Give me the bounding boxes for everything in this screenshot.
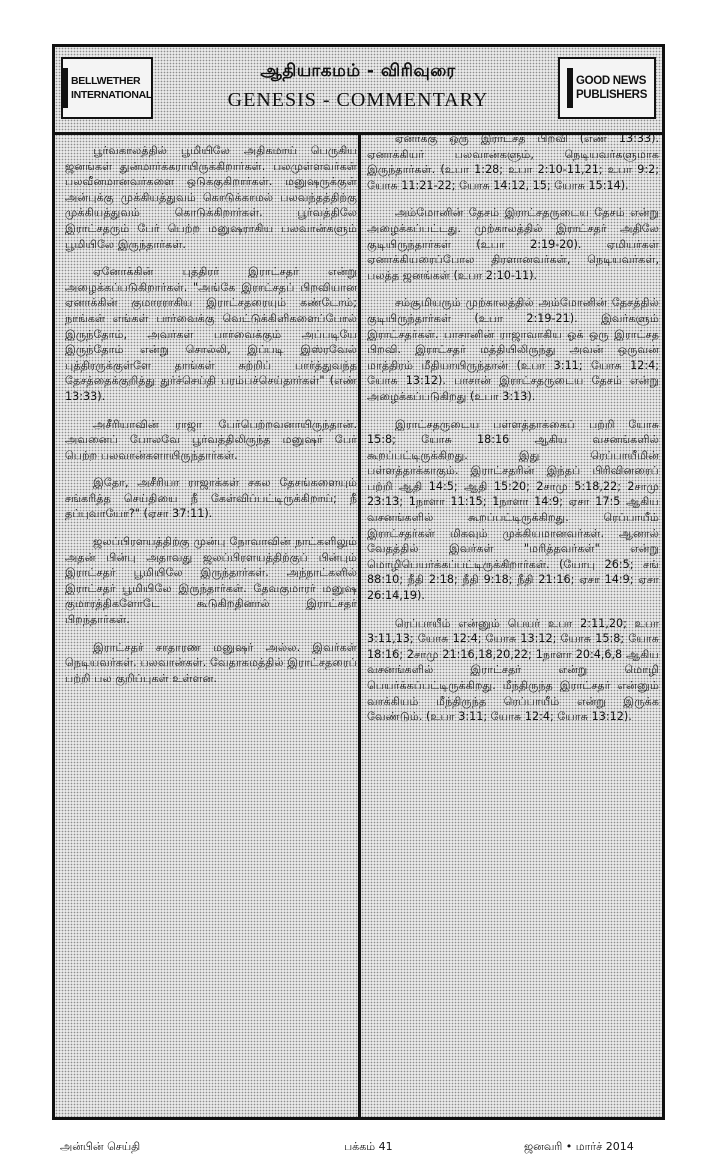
paragraph: ரெப்பாயீம் என்னும் பெயர் உபா 2:11,20; உபா 3:11,13; யோசு 12:4; யோசு 13:12; யோசு 15:8; யோசு 18:16; 2சாமு 21:16,18,20,22; 1நாளா 20:4,6,8 ஆகிய வசனங்களில் இராட்சதர் என்று மொழி பெயர்க்கப்பட்டிருக்கிறது. மீந்திருந்த இராட்சதர் என்னும் வாக்கியம் மீந்திருந்த ரெப்பாயீம் என்று இருக்க வேண்டும். (உபா 3:11; யோசு 12:4; யோசு 13:12). xyxy=(367,616,659,724)
page-frame xyxy=(52,44,665,1120)
right-logo-line-2: PUBLISHERS xyxy=(575,89,648,101)
page-header xyxy=(55,47,662,135)
right-logo-line-1: GOOD NEWS xyxy=(575,75,647,87)
paragraph: இராட்சதருடைய பள்ளத்தாக்கைப் பற்றி யோசு 15:8; யோசு 18:16 ஆகிய வசனங்களில் கூறப்பட்டிருக்கிறது. இது ரெப்பாயீமின் பள்ளத்தாக்காகும். இராட்சதரின் இந்தப் பிரிவினரைப் பற்றி ஆதி 14:5; ஆதி 15:20; 2சாமு 5:18,22; 2சாமு 23:13; 1நாளா 11:15; 1நாளா 14:9; ஏசா 17:5 ஆகிய வசனங்களில் கூறப்பட்டிருக்கிறது. ரெப்பாயீம் இராட்சதர்கள் மிகவும் முக்கியமானவர்கள். ஆனால் வேதத்தில் இவர்கள் "மரித்தவர்கள்" என்று மொழிபெயர்க்கப்பட்டிருக்கிறார்கள். (யோபு 26:5; சங் 88:10; நீதி 2:18; நீதி 9:18; நீதி 21:16; ஏசா 14:9; ஏசா 26:14,19). xyxy=(367,417,659,603)
good-news-mark-icon xyxy=(567,68,573,108)
left-column xyxy=(65,143,357,698)
paragraph: இராட்சதர் சாதாரண மனுஷர் அல்ல. இவர்கள் நெடியவர்கள். பலவான்கள். வேதாகமத்தில் இராட்சதரைப் பற்றி பல குறிப்புகள் உள்ளன. xyxy=(65,640,357,685)
left-logo-line-2: INTERNATIONAL xyxy=(70,89,153,101)
paragraph: ஏனாக்கு ஒரு இராட்சத பிறவி (எண் 13:33). ஏனாக்கியர் பலவான்களும், நெடியவர்களுமாக இருந்தார்கள். (உபா 1:28; உபா 2:10-11,21; உபா 9:2; யோசு 11:21-22; யோசு 14:12, 15; யோசு 15:14). xyxy=(367,132,659,192)
title-block xyxy=(159,57,557,119)
paragraph: அசீரியாவின் ராஜா பேர்பெற்றவனாயிருந்தான். அவனைப் போலவே பூர்வத்திலிருந்த மனுஷர் பேர் பெற்ற பலவான்களாயிருந்தார்கள். xyxy=(65,417,357,462)
footer-issue-date: ஜனவரி • மார்ச் 2014 xyxy=(524,1140,634,1153)
bellwether-logo xyxy=(61,57,153,119)
page-footer xyxy=(54,1140,666,1156)
paragraph: இதோ, அசீரியா ராஜாக்கள் சகல தேசங்களையும் சங்கரித்த செய்தியை நீ கேள்விப்பட்டிருக்கிறாய்; நீ தப்புவாயோ?" (ஏசா 37:11). xyxy=(65,476,357,521)
paragraph: பூர்வகாலத்தில் பூமியிலே அதிகமாய் பெருகிய ஜனங்கள் துன்மார்க்கராயிருக்கிறார்கள். பலமுள்ளவர்கள் பலவீனமானவர்களை ஒடுக்குகிறார்கள். மனுஷருக்குள் அன்புக்கு முக்கியத்துவம் கொடுக்காமல் பலவந்தத்திற்கு முக்கியத்துவம் கொடுக்கிறார்கள். பூர்வத்திலே இராட்சதரும் பேர் பெற்ற மனுஷராகிய பலவான்களும் பூமியிலே இருந்தார்கள். xyxy=(65,144,357,251)
bellwether-mark-icon xyxy=(62,68,68,108)
paragraph: அம்மோனின் தேசம் இராட்சதருடைய தேசம் என்று அழைக்கப்பட்டது. முற்காலத்தில் இராட்சதர் அதிலே குடியிருந்தார்கள் (உபா 2:19-20). ஏமியர்கள் ஏனாக்கியரைப்போல திரளானவர்கள், நெடியவர்கள், பலத்த ஜனங்கள் (உபா 2:10-11). xyxy=(367,206,659,282)
title-english: GENESIS - COMMENTARY xyxy=(227,89,489,111)
paragraph: சம்சூமியரும் முற்காலத்தில் அம்மோனின் தேசத்தில் குடியிருந்தார்கள் (உபா 2:19-21). இவர்களும் இராட்சதர்கள். பாசானின் ராஜாவாகிய ஓக் ஒரு இராட்சத பிறவி. இராட்சதர் மத்தியிலிருந்து அவன் ஒருவன் மாத்திரம் மீதியாயிருந்தான் (உபா 3:11; யோசு 12:4; யோசு 13:12). பாசான் இராட்சதருடைய தேசம் என்று அழைக்கப்படுகிறது (உபா 3:13). xyxy=(367,296,659,403)
column-divider xyxy=(358,135,361,1117)
left-logo-line-1: BELLWETHER xyxy=(70,75,141,87)
paragraph: ஏனோக்கின் புத்திரர் இராட்சதர் என்று அழைக்கப்படுகிறார்கள். "அங்கே இராட்சதப் பிறவியான ஏனாக்கின் குமாரராகிய இராட்சதரையும் கண்டோம்; நாங்கள் எங்கள் பார்வைக்கு வெட்டுக்கிளிகளைப்போல் இருந்தோம், அவர்கள் பார்வைக்கும் அப்படியே இருந்தோம் என்று சொல்லி, இப்படி இஸ்ரவேல் புத்திரருக்குள்ளே தாங்கள் சுற்றிப் பார்த்துவந்த தேசத்தைக்குறித்து துர்ச்செய்தி பரம்பச்செய்தார்கள்" (எண் 13:33). xyxy=(65,265,357,403)
footer-magazine-name: அன்பின் செய்தி xyxy=(60,1140,141,1153)
good-news-logo xyxy=(558,57,656,119)
footer-page-number: பக்கம் 41 xyxy=(344,1140,393,1153)
title-tamil: ஆதியாகமம் - விரிவுரை xyxy=(260,61,456,81)
right-column xyxy=(367,131,659,737)
paragraph: ஜலப்பிரளயத்திற்கு முன்பு நோவாவின் நாட்களிலும் அதன் பின்பு அதாவது ஜலப்பிரளயத்திற்குப் பின்பும் இராட்சதர் பூமியிலே இருந்தார்கள். அந்நாட்களில் இராட்சதர் பூமியிலே இருந்தார்கள். தேவகுமாரர் மனுஷ குமாரத்திகளோடே கூடுகிறதினால் இராட்சதர் பிறந்தார்கள். xyxy=(65,535,357,627)
